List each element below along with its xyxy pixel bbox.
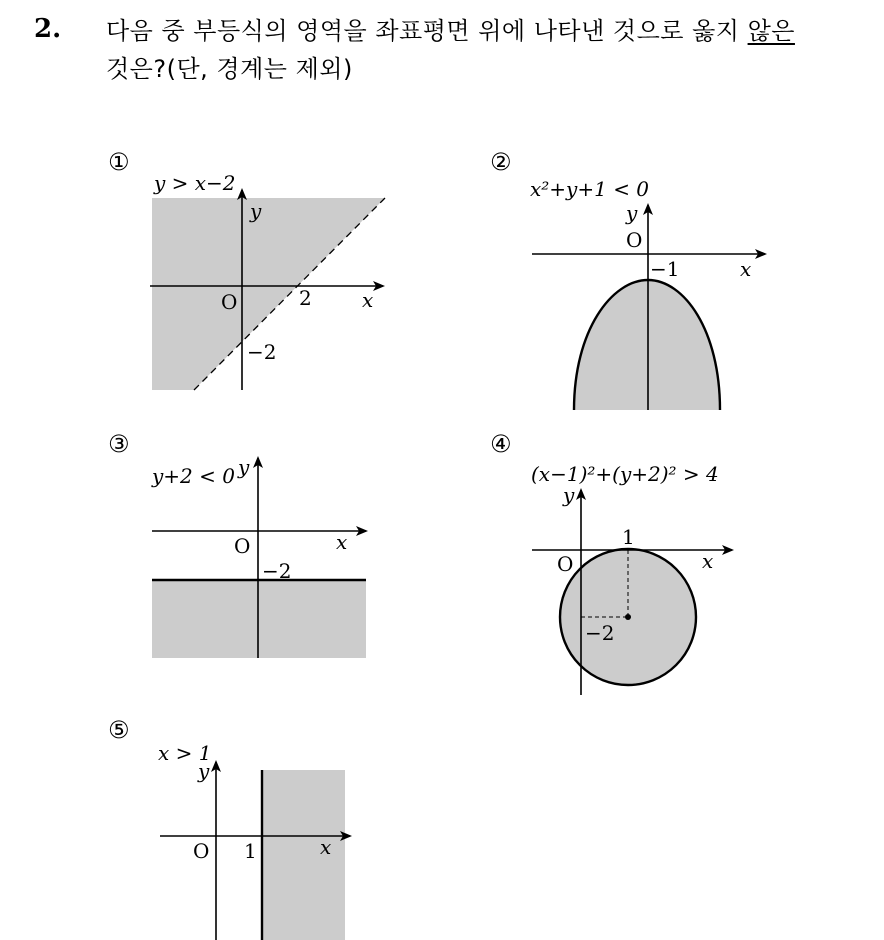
graph-2-inequality: x²+y+1 < 0 — [530, 177, 650, 201]
graph-4-x-label: x — [702, 549, 714, 573]
graph-3-y-tick-label: −2 — [262, 559, 292, 583]
graph-1-y-label: y — [250, 199, 262, 223]
graph-2-x-label: x — [740, 257, 752, 281]
choice-4-marker[interactable]: ④ — [490, 430, 512, 458]
choice-5-marker[interactable]: ⑤ — [108, 716, 130, 744]
graph-5-inequality: x > 1 — [158, 741, 212, 765]
graph-2-y-label: y — [626, 201, 638, 225]
graph-5-shaded-region — [262, 770, 345, 940]
question-text-part1: 다음 중 부등식의 영역을 좌표평면 위에 나타낸 것으로 옳지 — [106, 17, 748, 45]
graph-4-x-tick-label: 1 — [622, 525, 635, 549]
graph-5 — [158, 741, 350, 940]
graph-2 — [530, 177, 765, 410]
graph-1-x-tick-label: 2 — [299, 286, 312, 310]
graph-3-y-label: y — [238, 455, 250, 479]
choice-3-marker[interactable]: ③ — [108, 430, 130, 458]
graph-1-origin-label: O — [221, 290, 238, 314]
graph-1-y-tick-label: −2 — [247, 340, 277, 364]
graph-3-x-label: x — [336, 530, 348, 554]
graph-2-shaded-region — [574, 280, 720, 410]
graph-3 — [151, 455, 366, 658]
graph-2-y-tick-label: −1 — [650, 257, 680, 281]
graph-4-center-point — [625, 614, 631, 620]
graph-4-inequality: (x−1)²+(y+2)² > 4 — [531, 462, 719, 486]
graph-4 — [531, 462, 732, 695]
graph-5-y-label: y — [198, 759, 210, 783]
graph-3-shaded-region — [152, 580, 366, 658]
graph-3-origin-label: O — [234, 534, 251, 558]
graph-3-inequality: y+2 < 0 — [152, 464, 235, 488]
question-text-underlined: 않은 — [747, 17, 795, 45]
graph-2-origin-label: O — [626, 228, 643, 252]
choice-2-marker[interactable]: ② — [490, 148, 512, 176]
question-text-part2: 것은?(단, 경계는 제외) — [106, 55, 353, 83]
graph-4-y-label: y — [563, 483, 575, 507]
choice-1-marker[interactable]: ① — [108, 148, 130, 176]
graph-1 — [150, 171, 385, 390]
graph-1-inequality: y > x−2 — [154, 171, 236, 195]
graph-5-origin-label: O — [193, 839, 210, 863]
graph-1-x-label: x — [362, 288, 374, 312]
graph-4-y-tick-label: −2 — [585, 621, 615, 645]
graph-5-x-tick-label: 1 — [244, 839, 257, 863]
graph-5-x-label: x — [320, 835, 332, 859]
question-number: 2. — [34, 14, 62, 44]
graph-4-origin-label: O — [557, 552, 574, 576]
